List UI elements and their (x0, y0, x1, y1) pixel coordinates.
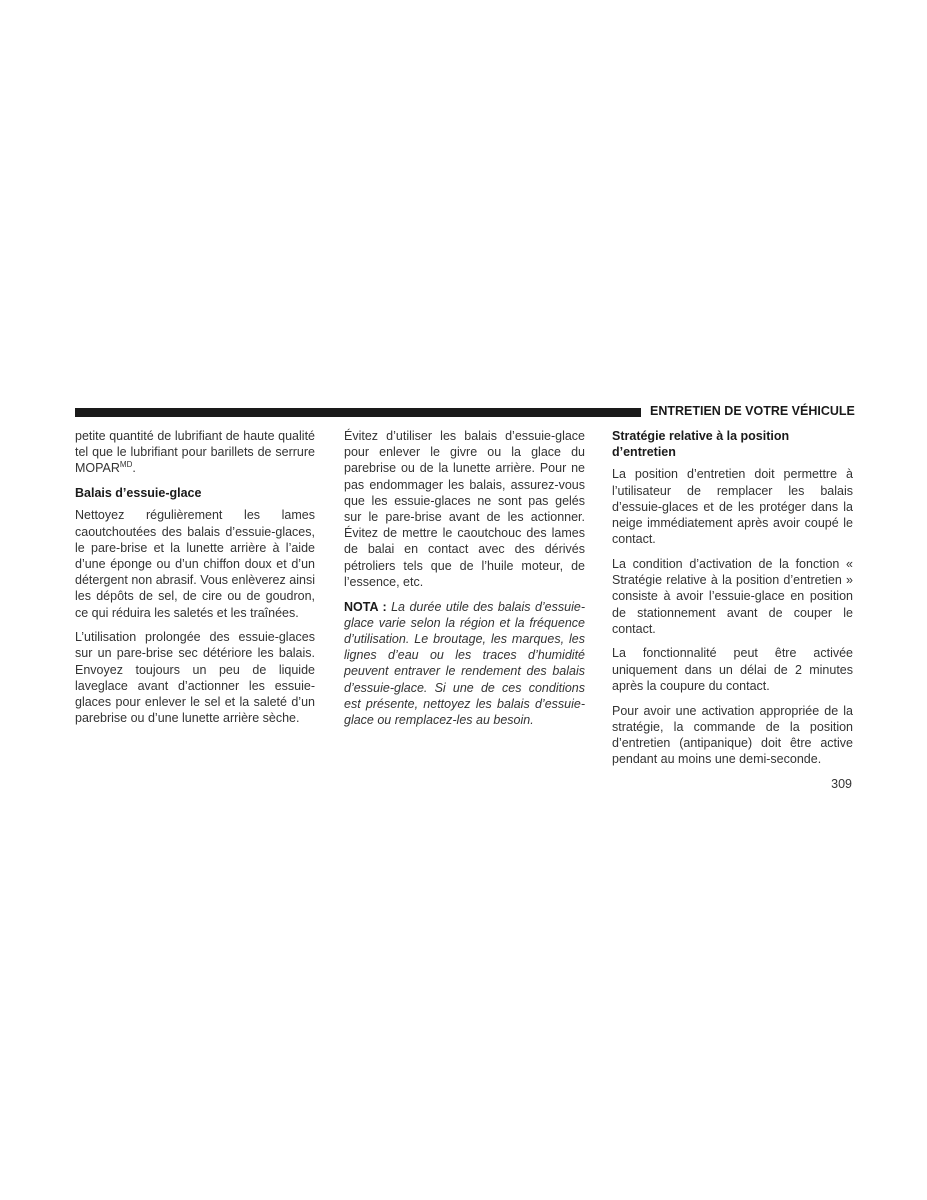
paragraph-lubricant-text: petite quantité de lubrifiant de haute qualité tel que le lubrifiant pour barillets de serrure MOPAR (75, 429, 315, 476)
paragraph-service-position: La position d’entretien doit permettre à l’utilisateur de remplacer les balais d’essuie-glaces et de les protéger dans la neige immédiatement après avoir coupé le contact. (612, 467, 853, 547)
header-rule (75, 408, 641, 417)
paragraph-cleaning: Nettoyez régulièrement les lames caoutchoutées des balais d’essuie-glaces, le pare-brise et la lunette arrière à l’aide d’une éponge ou d’un chiffon doux et d’un détergent non abrasif. Vous enlèverez ainsi les dépôts de sel, de cire ou de goudron, ce qui réduira les saletés et les traînées. (75, 508, 315, 620)
paragraph-lubricant (75, 428, 315, 477)
note-block (344, 599, 585, 729)
column-left (75, 428, 315, 735)
paragraph-avoid-ice: Évitez d’utiliser les balais d’essuie-glace pour enlever le givre ou la glace du parebrise ou de la lunette arrière. Pour ne pas endommager les balais, assurez-vous que les essuie-glaces ne sont pas gelés sur le pare-brise avant de les actionner. Évitez de mettre le caoutchouc des lames de balai en contact avec des dérivés pétroliers tels que de l’huile moteur, de l’essence, etc. (344, 429, 585, 589)
column-middle (344, 428, 585, 737)
trademark-superscript: MD (119, 460, 133, 470)
note-text: La durée utile des balais d’essuie-glace varie selon la région et la fréquence d’utilisation. Le broutage, les marques, les lignes d’eau ou les traces d’humidité peuvent entraver le rendement des balais d’essuie-glace. Si une de ces conditions est présente, nettoyez les balais d’essuie-glace ou remplacez-les au besoin. (344, 599, 585, 727)
paragraph-dry-use: L’utilisation prolongée des essuie-glaces sur un pare-brise sec détériore les balais. Envoyez toujours un peu de liquide laveglace avant d’actionner les essuie-glaces pour enlever le sel et la saleté d’un parebrise ou d’une lunette arrière sèche. (75, 630, 315, 726)
page-number: 309 (831, 777, 852, 791)
section-title: ENTRETIEN DE VOTRE VÉHICULE (650, 404, 855, 418)
paragraph-activation-duration: Pour avoir une activation appropriée de la stratégie, la commande de la position d’entretien (antipanique) doit être active pendant au moins une demi-seconde. (612, 703, 853, 767)
paragraph-activation-condition: La condition d’activation de la fonction « Stratégie relative à la position d’entretien » consiste à avoir l’essuie-glace en position de stationnement avant de couper le contact. (612, 556, 853, 636)
paragraph-activation-window: La fonctionnalité peut être activée uniquement dans un délai de 2 minutes après la coupure du contact. (612, 646, 853, 693)
heading-wiper-blades: Balais d’essuie-glace (75, 486, 202, 501)
paragraph-lubricant-end: . (132, 461, 136, 476)
column-right (612, 428, 853, 776)
note-label: NOTA : (344, 599, 387, 614)
heading-service-position: Stratégie relative à la position d’entretien (612, 429, 790, 460)
